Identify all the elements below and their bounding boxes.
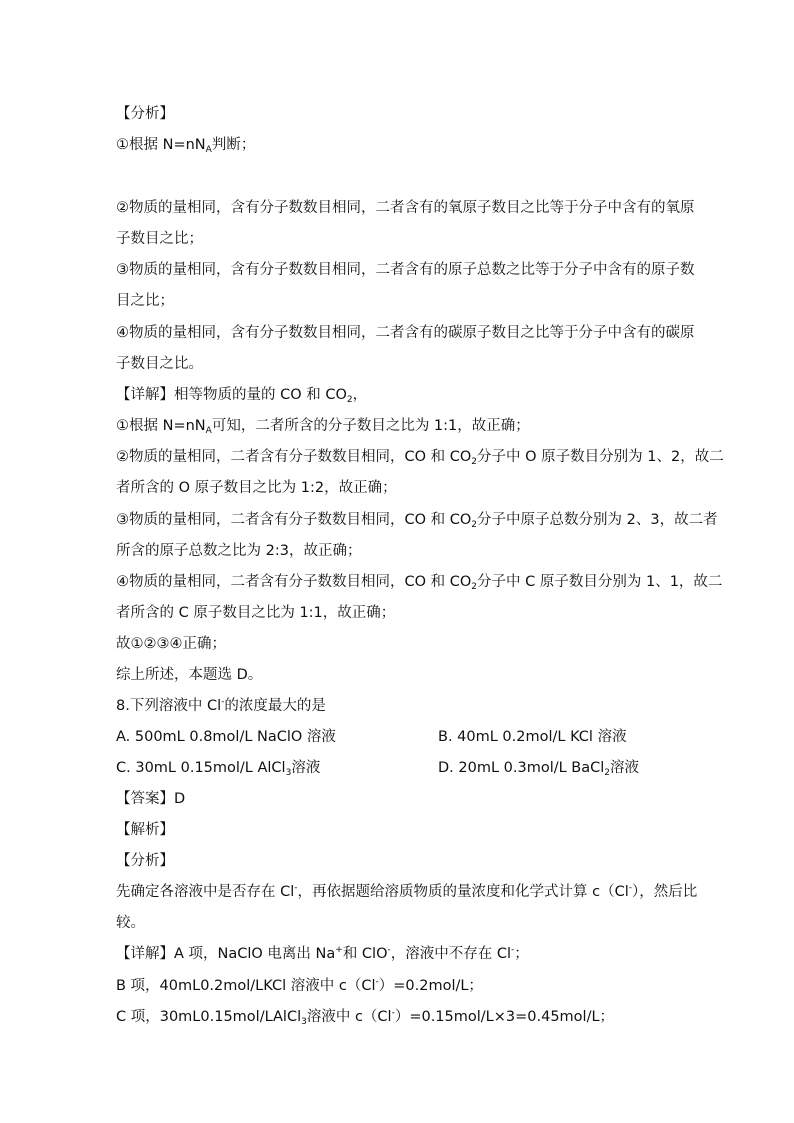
detail-c [116, 1007, 614, 1027]
subscript: 2 [471, 582, 478, 592]
option-d [438, 758, 639, 778]
analysis-item-2-line1: ②物质的量相同，含有分子数数目相同，二者含有的氧原子数目之比等于分子中含有的氧原 [116, 200, 695, 216]
subscript: 3 [285, 768, 292, 778]
detail-item-2-line2: 者所含的 O 原子数目之比为 1:2，故正确； [116, 480, 397, 496]
text-fragment: C 项，30mL0.15mol/LAlCl [116, 1009, 302, 1025]
text-fragment: ③物质的量相同，二者含有分子数数目相同，CO 和 CO [116, 512, 472, 528]
analysis-item-2-line2: 子数目之比； [116, 231, 203, 247]
analysis-header-2: 【分析】 [116, 853, 174, 869]
text-fragment: 的浓度最大的是 [224, 698, 326, 714]
text-fragment: 【详解】A 项，NaClO 电离出 Na [116, 946, 336, 962]
text-fragment: 判断； [211, 137, 256, 153]
text-fragment: D. 20mL 0.3mol/L BaCl [438, 760, 605, 776]
superscript: - [628, 883, 632, 893]
detail-item-4-line2: 者所含的 C 原子数目之比为 1:1，故正确； [116, 605, 396, 621]
text-fragment: ）=0.15mol/L×3=0.45mol/L； [394, 1009, 615, 1025]
superscript: - [221, 697, 225, 707]
conclusion-line-2: 综上所述，本题选 D。 [116, 667, 263, 683]
option-b: B. 40mL 0.2mol/L KCl 溶液 [438, 729, 627, 745]
conclusion-line-1: 故①②③④正确； [116, 636, 226, 652]
text-fragment: ④物质的量相同，二者含有分子数数目相同，CO 和 CO [116, 574, 472, 590]
question-8-stem [116, 696, 326, 716]
analysis-item-3-line2: 目之比； [116, 293, 174, 309]
detail-item-4-line1 [116, 572, 722, 592]
option-c [116, 758, 320, 778]
text-fragment: 和 ClO [342, 946, 388, 962]
superscript: - [375, 977, 379, 987]
detail-item-2-line1 [116, 447, 724, 467]
analysis-item-1 [116, 135, 255, 155]
superscript: - [511, 945, 515, 955]
text-fragment: 溶液中 c（Cl [306, 1009, 392, 1025]
analysis-body-line1 [116, 882, 697, 902]
text-fragment: B 项，40mL0.2mol/LKCl 溶液中 c（Cl [116, 978, 376, 994]
text-fragment: ）=0.2mol/L； [378, 978, 483, 994]
analysis-item-3-line1: ③物质的量相同，含有分子数数目相同，二者含有的原子总数之比等于分子中含有的原子数 [116, 262, 695, 278]
text-fragment: ； [514, 946, 529, 962]
text-fragment: ②物质的量相同，二者含有分子数数目相同，CO 和 CO [116, 449, 472, 465]
subscript: 2 [471, 457, 478, 467]
superscript: - [294, 883, 298, 893]
text-fragment: 先确定各溶液中是否存在 Cl [116, 884, 295, 900]
text-fragment: 分子中 C 原子数目分别为 1、1，故二 [477, 574, 723, 590]
text-fragment: 分子中 O 原子数目分别为 1、2，故二 [477, 449, 724, 465]
analysis-header: 【分析】 [116, 106, 174, 122]
detail-item-1 [116, 416, 530, 436]
text-fragment: 分子中原子总数分别为 2、3，故二者 [477, 512, 718, 528]
analysis-item-4-line1: ④物质的量相同，含有分子数数目相同，二者含有的碳原子数目之比等于分子中含有的碳原 [116, 325, 695, 341]
detail-b [116, 976, 483, 996]
answer-label: 【答案】D [116, 791, 186, 807]
subscript: 2 [346, 395, 353, 405]
text-fragment: ，溶液中不存在 Cl [390, 946, 512, 962]
text-fragment: C. 30mL 0.15mol/L AlCl [116, 760, 286, 776]
superscript: - [387, 945, 391, 955]
analysis-item-4-line2: 子数目之比。 [116, 356, 203, 372]
text-fragment: ， [352, 387, 368, 403]
superscript: - [391, 1008, 395, 1018]
subscript: 2 [604, 768, 611, 778]
text-fragment: 溶液 [610, 760, 640, 776]
subscript: A [205, 426, 212, 436]
text-fragment: ，再依据题给溶质物质的量浓度和化学式计算 c（Cl [297, 884, 629, 900]
text-fragment: 【详解】相等物质的量的 CO 和 CO [116, 387, 347, 403]
detail-item-3-line2: 所含的原子总数之比为 2:3，故正确； [116, 543, 362, 559]
text-fragment: ①根据 N=nN [116, 418, 206, 434]
analysis-body-line2: 较。 [116, 915, 145, 931]
text-fragment: ），然后比 [632, 884, 698, 900]
subscript: A [205, 145, 212, 155]
text-fragment: 溶液 [291, 760, 321, 776]
option-a: A. 500mL 0.8mol/L NaClO 溶液 [116, 729, 336, 745]
superscript: + [335, 945, 343, 955]
text-fragment: 8.下列溶液中 Cl [116, 698, 222, 714]
detail-intro [116, 385, 367, 405]
detail-a [116, 944, 529, 964]
subscript: 2 [471, 520, 478, 530]
text-fragment: ①根据 N=nN [116, 137, 206, 153]
detail-item-3-line1 [116, 510, 718, 530]
subscript: 3 [301, 1017, 307, 1027]
text-fragment: 可知，二者所含的分子数目之比为 1:1，故正确； [211, 418, 530, 434]
explanation-header: 【解析】 [116, 822, 174, 838]
